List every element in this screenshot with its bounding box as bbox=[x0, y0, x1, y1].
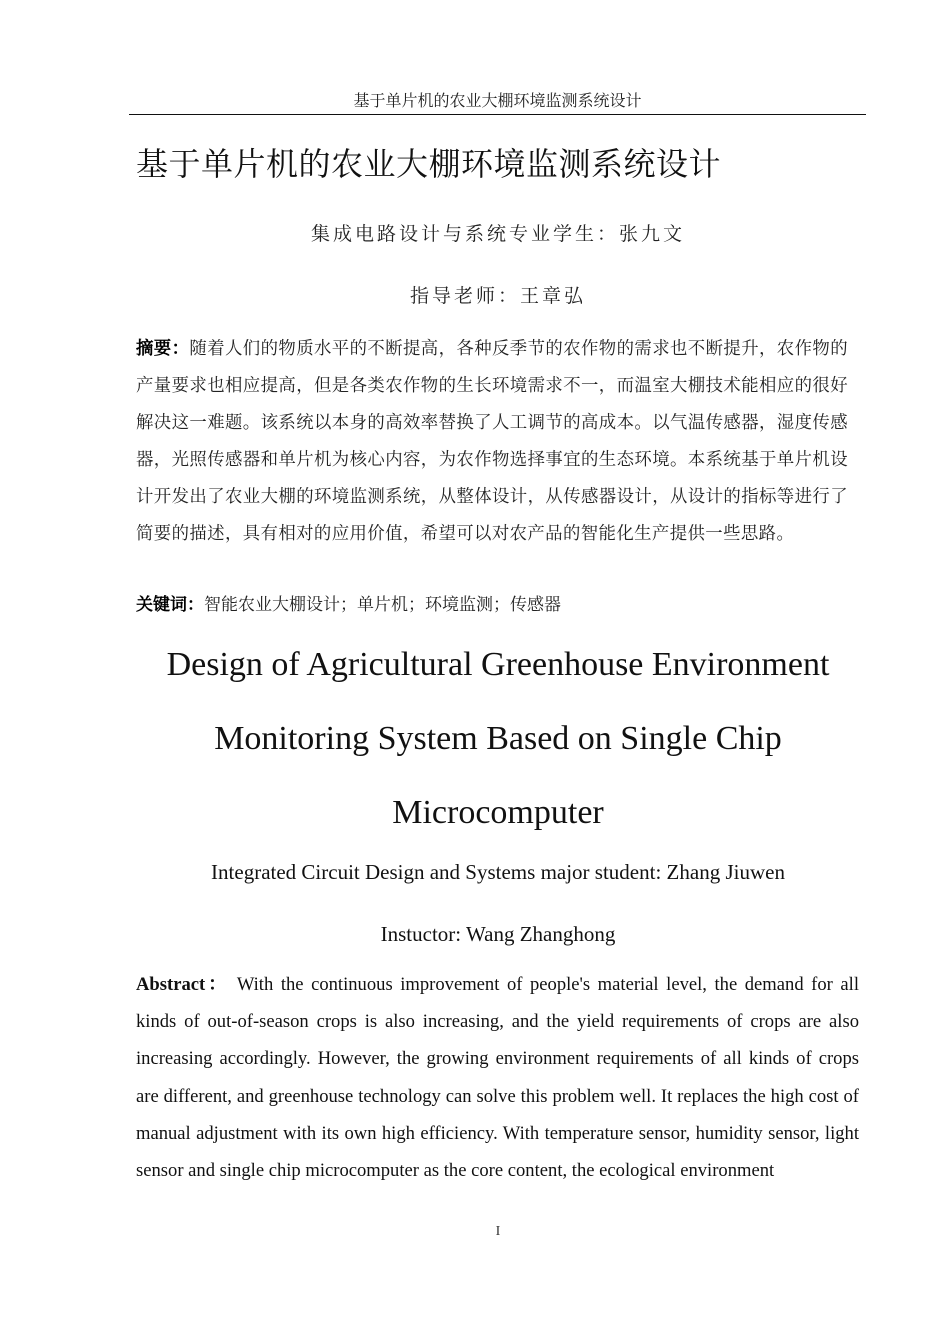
chinese-advisor-line: 指导老师：王章弘 bbox=[409, 285, 586, 307]
english-abstract-text: With the continuous improvement of people's material level, the demand for all kinds of out-of-season crops is also increasing, and the yield requirements of crops are also increasing accordingly. However, the growing environment requirements of all kinds of crops are different, and greenhouse technology can solve this problem well. It replaces the high cost of manual adjustment with its own high efficiency. With temperature sensor, humidity sensor, light sensor and single chip microcomputer as the core content, the ecological environment bbox=[136, 974, 859, 1182]
english-advisor-line: Instuctor: Wang Zhanghong bbox=[380, 922, 616, 946]
english-author-line: Integrated Circuit Design and Systems major student: Zhang Jiuwen bbox=[211, 860, 785, 884]
chinese-abstract-text: 随着人们的物质水平的不断提高，各种反季节的农作物的需求也不断提升，农作物的产量要求也相应提高，但是各类农作物的生长环境需求不一，而温室大棚技术能相应的很好解决这一难题。该系统以本身的高效率替换了人工调节的高成本。以气温传感器，湿度传感器，光照传感器和单片机为核心内容，为农作物选择事宜的生态环境。本系统基于单片机设计开发出了农业大棚的环境监测系统，从整体设计，从传感器设计，从设计的指标等进行了简要的描述，具有相对的应用价值，希望可以对农产品的智能化生产提供一些思路。 bbox=[136, 338, 848, 543]
english-title-line: Monitoring System Based on Single Chip bbox=[214, 720, 782, 757]
english-title-line: Design of Agricultural Greenhouse Environment bbox=[166, 646, 830, 683]
chinese-abstract bbox=[136, 330, 848, 552]
english-title-line: Microcomputer bbox=[392, 794, 604, 831]
chinese-keywords-label: 关键词： bbox=[136, 595, 204, 614]
running-header: 基于单片机的农业大棚环境监测系统设计 bbox=[353, 93, 642, 110]
chinese-author-line: 集成电路设计与系统专业学生：张九文 bbox=[310, 223, 685, 245]
page-number: I bbox=[495, 1224, 501, 1239]
chinese-title: 基于单片机的农业大棚环境监测系统设计 bbox=[136, 145, 722, 183]
header-divider bbox=[129, 114, 866, 115]
chinese-keywords bbox=[136, 590, 848, 620]
chinese-keywords-text: 智能农业大棚设计；单片机；环境监测；传感器 bbox=[204, 595, 561, 614]
english-abstract-label: Abstract： bbox=[136, 974, 230, 995]
english-abstract bbox=[136, 966, 859, 1189]
english-title bbox=[120, 628, 876, 850]
chinese-abstract-label: 摘要： bbox=[136, 338, 190, 358]
